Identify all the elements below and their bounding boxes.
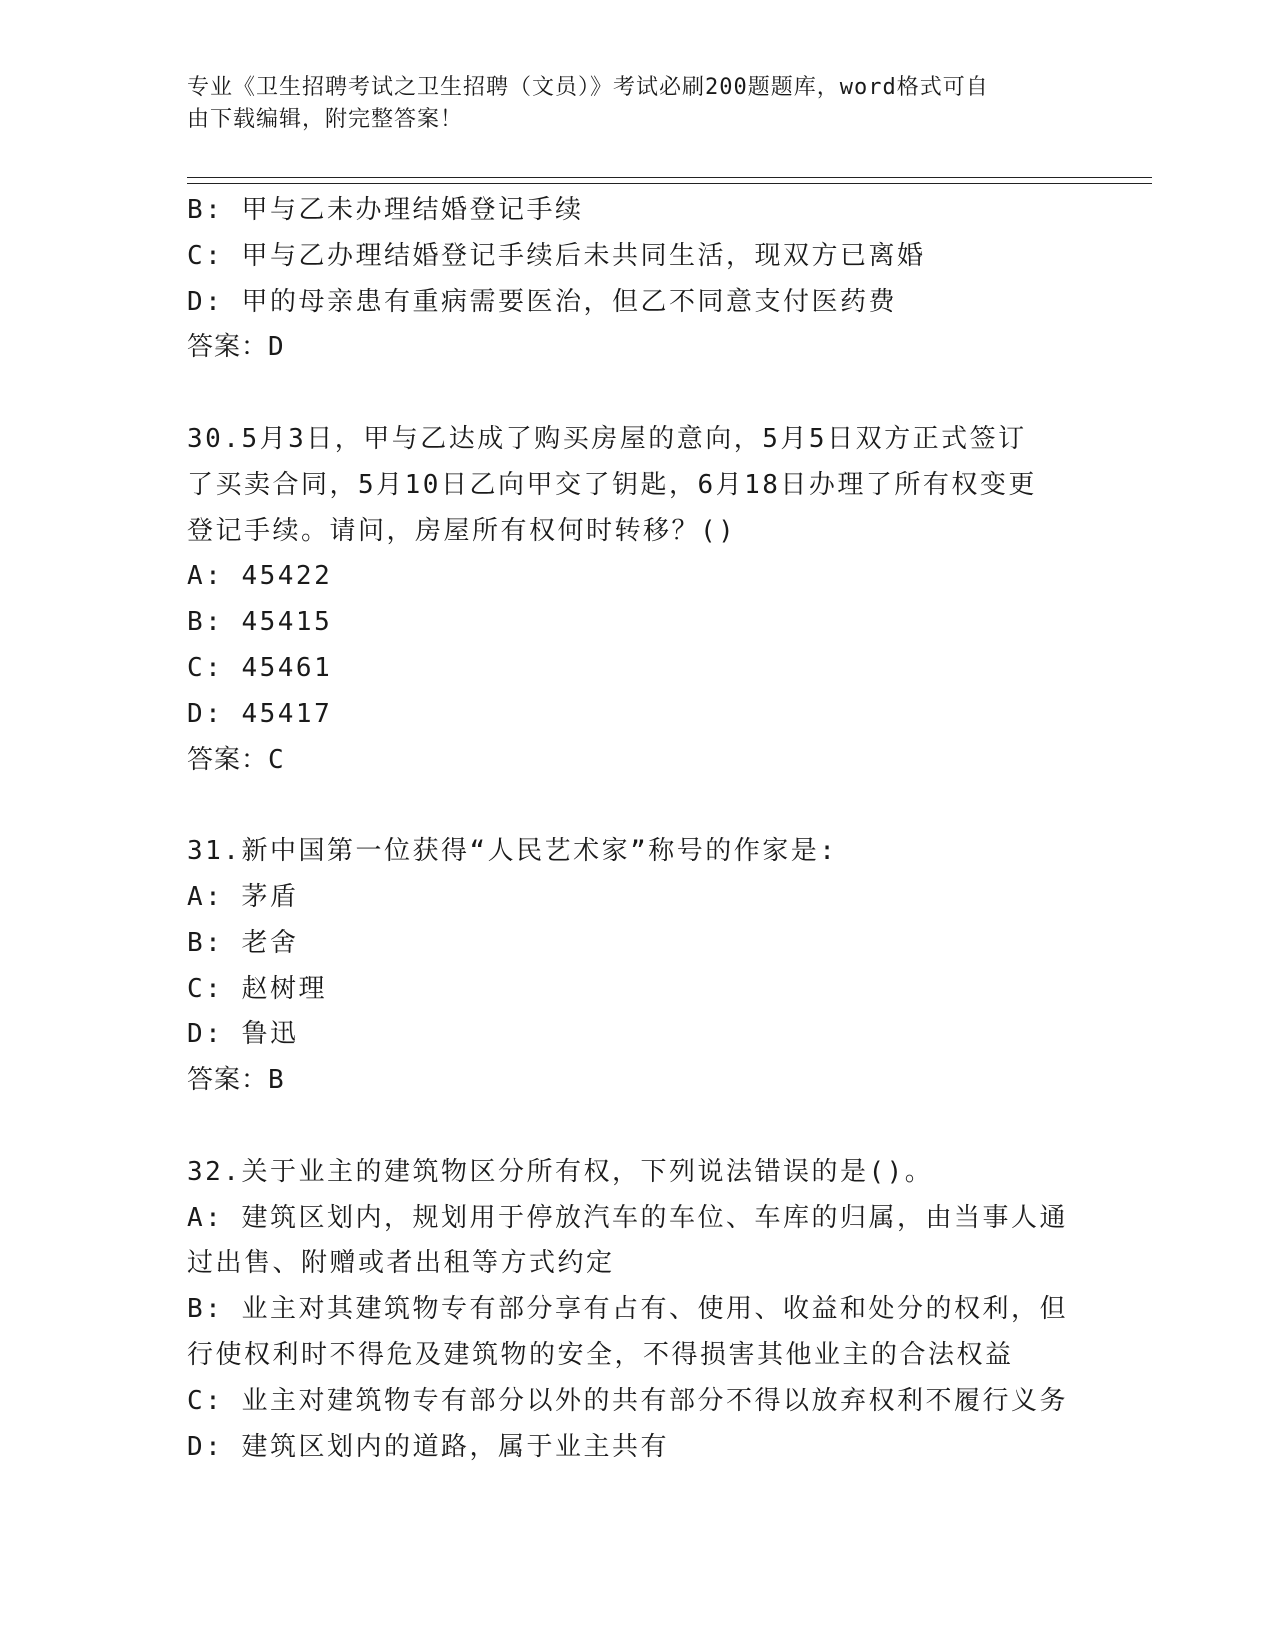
option-b: B: 甲与乙未办理结婚登记手续 xyxy=(187,195,584,225)
header-rule-top xyxy=(187,177,1152,178)
question-block-30 xyxy=(187,417,1087,783)
option-a: A: 建筑区划内，规划用于停放汽车的车位、车库的归属，由当事人通 xyxy=(187,1202,1068,1233)
question-block-29 xyxy=(187,188,1087,371)
question-list xyxy=(187,188,1087,1470)
option-b-continued: 行使权利时不得危及建筑物的安全，不得损害其他业主的合法权益 xyxy=(187,1339,1014,1370)
spacer xyxy=(187,371,1087,417)
option-b: B: 45415 xyxy=(187,607,333,638)
question-text-line: 31.新中国第一位获得“人民艺术家”称号的作家是: xyxy=(187,836,838,867)
option-d: D: 建筑区划内的道路，属于业主共有 xyxy=(187,1431,669,1462)
answer-label: 答案：D xyxy=(187,332,285,363)
option-d: D: 甲的母亲患有重病需要医治，但乙不同意支付医药费 xyxy=(187,286,897,317)
option-c: C: 45461 xyxy=(187,652,333,683)
option-b: B: 业主对其建筑物专有部分享有占有、使用、收益和处分的权利，但 xyxy=(187,1294,1068,1325)
option-c: C: 甲与乙办理结婚登记手续后未共同生活，现双方已离婚 xyxy=(187,240,926,271)
document-header xyxy=(187,72,1067,136)
option-d: D: 鲁迅 xyxy=(187,1019,299,1050)
question-block-31 xyxy=(187,829,1087,1104)
header-line-1: 专业《卫生招聘考试之卫生招聘（文员）》考试必刷200题题库，word格式可自 xyxy=(187,75,989,100)
question-text-line: 登记手续。请问，房屋所有权何时转移？() xyxy=(187,515,737,546)
spacer xyxy=(187,1104,1087,1150)
option-a: A: 茅盾 xyxy=(187,881,299,912)
header-rule-bottom xyxy=(187,183,1152,184)
header-line-2: 由下载编辑，附完整答案！ xyxy=(187,107,464,132)
option-a-continued: 过出售、附赠或者出租等方式约定 xyxy=(187,1248,615,1279)
option-b: B: 老舍 xyxy=(187,927,299,958)
question-text-line: 30.5月3日，甲与乙达成了购买房屋的意向，5月5日双方正式签订 xyxy=(187,423,1027,454)
option-c: C: 业主对建筑物专有部分以外的共有部分不得以放弃权利不履行义务 xyxy=(187,1385,1068,1416)
option-d: D: 45417 xyxy=(187,698,333,729)
spacer xyxy=(187,783,1087,829)
answer-label: 答案：B xyxy=(187,1065,285,1096)
question-text-line: 了买卖合同，5月10日乙向甲交了钥匙，6月18日办理了所有权变更 xyxy=(187,469,1037,500)
question-text-line: 32.关于业主的建筑物区分所有权，下列说法错误的是()。 xyxy=(187,1156,934,1187)
answer-label: 答案：C xyxy=(187,744,285,775)
question-block-32 xyxy=(187,1150,1087,1471)
option-a: A: 45422 xyxy=(187,561,333,592)
option-c: C: 赵树理 xyxy=(187,973,327,1004)
